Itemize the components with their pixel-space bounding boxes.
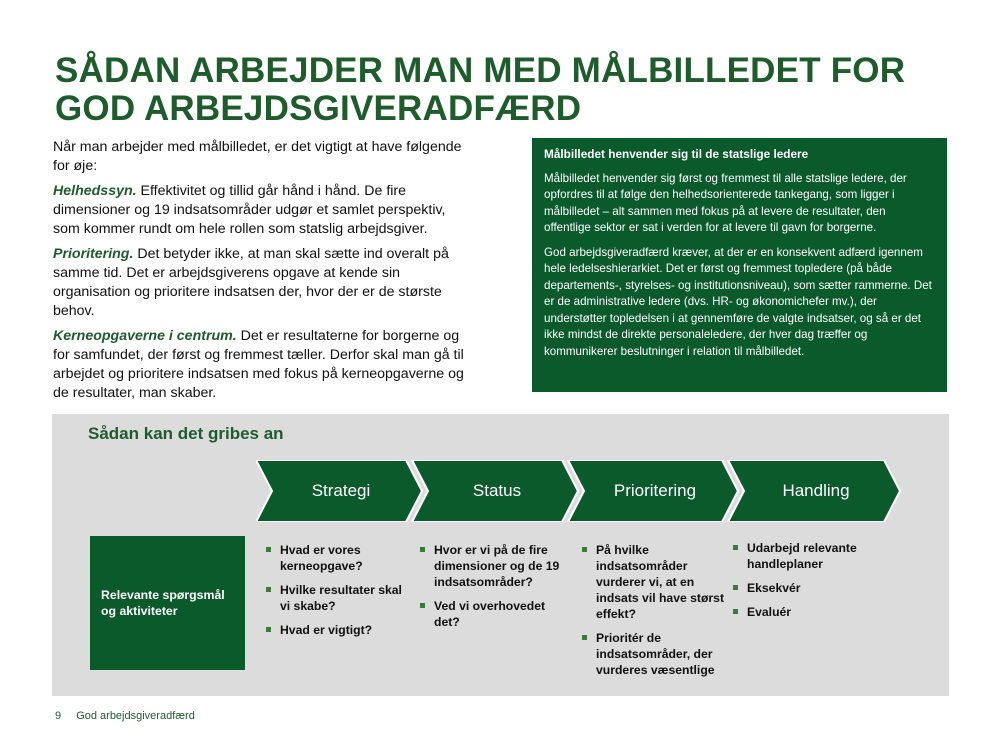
- step-label-handling: Handling: [782, 481, 850, 500]
- list-item: Hvor er vi på de fire dimensioner og de 19 indsatsområder?: [420, 542, 570, 590]
- step-label-prioritering: Prioritering: [613, 481, 697, 500]
- paragraph-text: Det er resultaterne for borgerne og for samfundet, der først og fremmest tæller. Derfor skal man gå til arbejdet og prioritere indsatsen med fokus på kerneopgaverne og de resultater, man skaber.: [53, 328, 464, 401]
- footer-label: God arbejdsgiveradfærd: [76, 710, 195, 722]
- paragraph-lead: Helhedssyn.: [53, 183, 137, 199]
- paragraph-lead: Kerneopgaverne i centrum.: [53, 328, 237, 344]
- info-box-paragraph-2: God arbejdsgiveradfærd kræver, at der er en konsekvent adfærd igennem hele ledelseshierarkiet. Det er først og fremmest topledere (på både departements-, styrelses- og institutionsniveau), som sætter rammerne. Det er de administrative ledere (dvs. HR- og økonomichefer mv.), der understøtter topledelsen i at gennemføre de valgte indsatser, og så er det ikke mindst de direkte personaleledere, der hver dag træffer og kommunikerer beslutninger i relation til målbilledet.: [544, 245, 932, 358]
- list-item: Prioritér de indsatsområder, der vurderes væsentlige: [582, 630, 732, 678]
- kerneopgaver-paragraph: [53, 327, 473, 403]
- prioritering-questions: [582, 542, 732, 686]
- intro-paragraph: Når man arbejder med målbilledet, er det vigtigt at have følgende for øje:: [53, 139, 462, 174]
- info-box-heading: Målbilledet henvender sig til de statslige ledere: [544, 147, 809, 161]
- list-item: Hvilke resultater skal vi skabe?: [266, 582, 406, 614]
- list-item: Evaluér: [733, 604, 883, 620]
- prioritering-paragraph: [53, 245, 473, 321]
- step-label-strategi: Strategi: [311, 481, 371, 500]
- list-item: Udarbejd relevante handleplaner: [733, 540, 883, 572]
- process-chevrons: [256, 460, 906, 522]
- paragraph-lead: Prioritering.: [53, 246, 134, 262]
- list-item: Ved vi overhovedet det?: [420, 598, 570, 630]
- step-label-status: Status: [472, 481, 522, 500]
- list-item: Hvad er vores kerneopgave?: [266, 542, 406, 574]
- page-title-line-2: GOD ARBEJDSGIVERADFÆRD: [55, 89, 582, 128]
- paragraph-text: Det betyder ikke, at man skal sætte ind overalt på samme tid. Det er arbejdsgiverens opgave at kende sin organisation og prioritere indsatsen der, hvor der er de største behov.: [53, 246, 449, 319]
- row-label-box: Relevante spørgsmål og aktiviteter: [90, 536, 245, 670]
- handling-activities: [733, 540, 883, 628]
- strategi-questions: [266, 542, 406, 646]
- approach-panel: [52, 414, 949, 696]
- info-box: [532, 138, 947, 392]
- status-questions: [420, 542, 570, 638]
- intro-text-column: [53, 138, 473, 409]
- paragraph-text: Effektivitet og tillid går hånd i hånd. De fire dimensioner og 19 indsatsområder udgør et samlet perspektiv, som kommer rundt om hele rollen som statslig arbejdsgiver.: [53, 183, 446, 237]
- page-number: 9: [55, 710, 62, 722]
- list-item: Eksekvér: [733, 580, 883, 596]
- page-title-line-1: SÅDAN ARBEJDER MAN MED MÅLBILLEDET FOR: [55, 51, 906, 90]
- page-footer: [55, 710, 207, 722]
- list-item: Hvad er vigtigt?: [266, 622, 406, 638]
- helhedssyn-paragraph: [53, 182, 473, 239]
- list-item: På hvilke indsatsområder vurderer vi, at en indsats vil have størst effekt?: [582, 542, 732, 622]
- info-box-paragraph-1: Målbilledet henvender sig først og fremmest til alle statslige ledere, der opfordres til at følge den helhedsorienterede tankegang, som ligger i målbilledet – alt sammen med fokus på at levere de resultater, den offentlige sektor er sat i verden for at levere til gavn for borgerne.: [544, 171, 907, 234]
- page-title: [55, 52, 955, 128]
- panel-title: Sådan kan det gribes an: [88, 424, 284, 443]
